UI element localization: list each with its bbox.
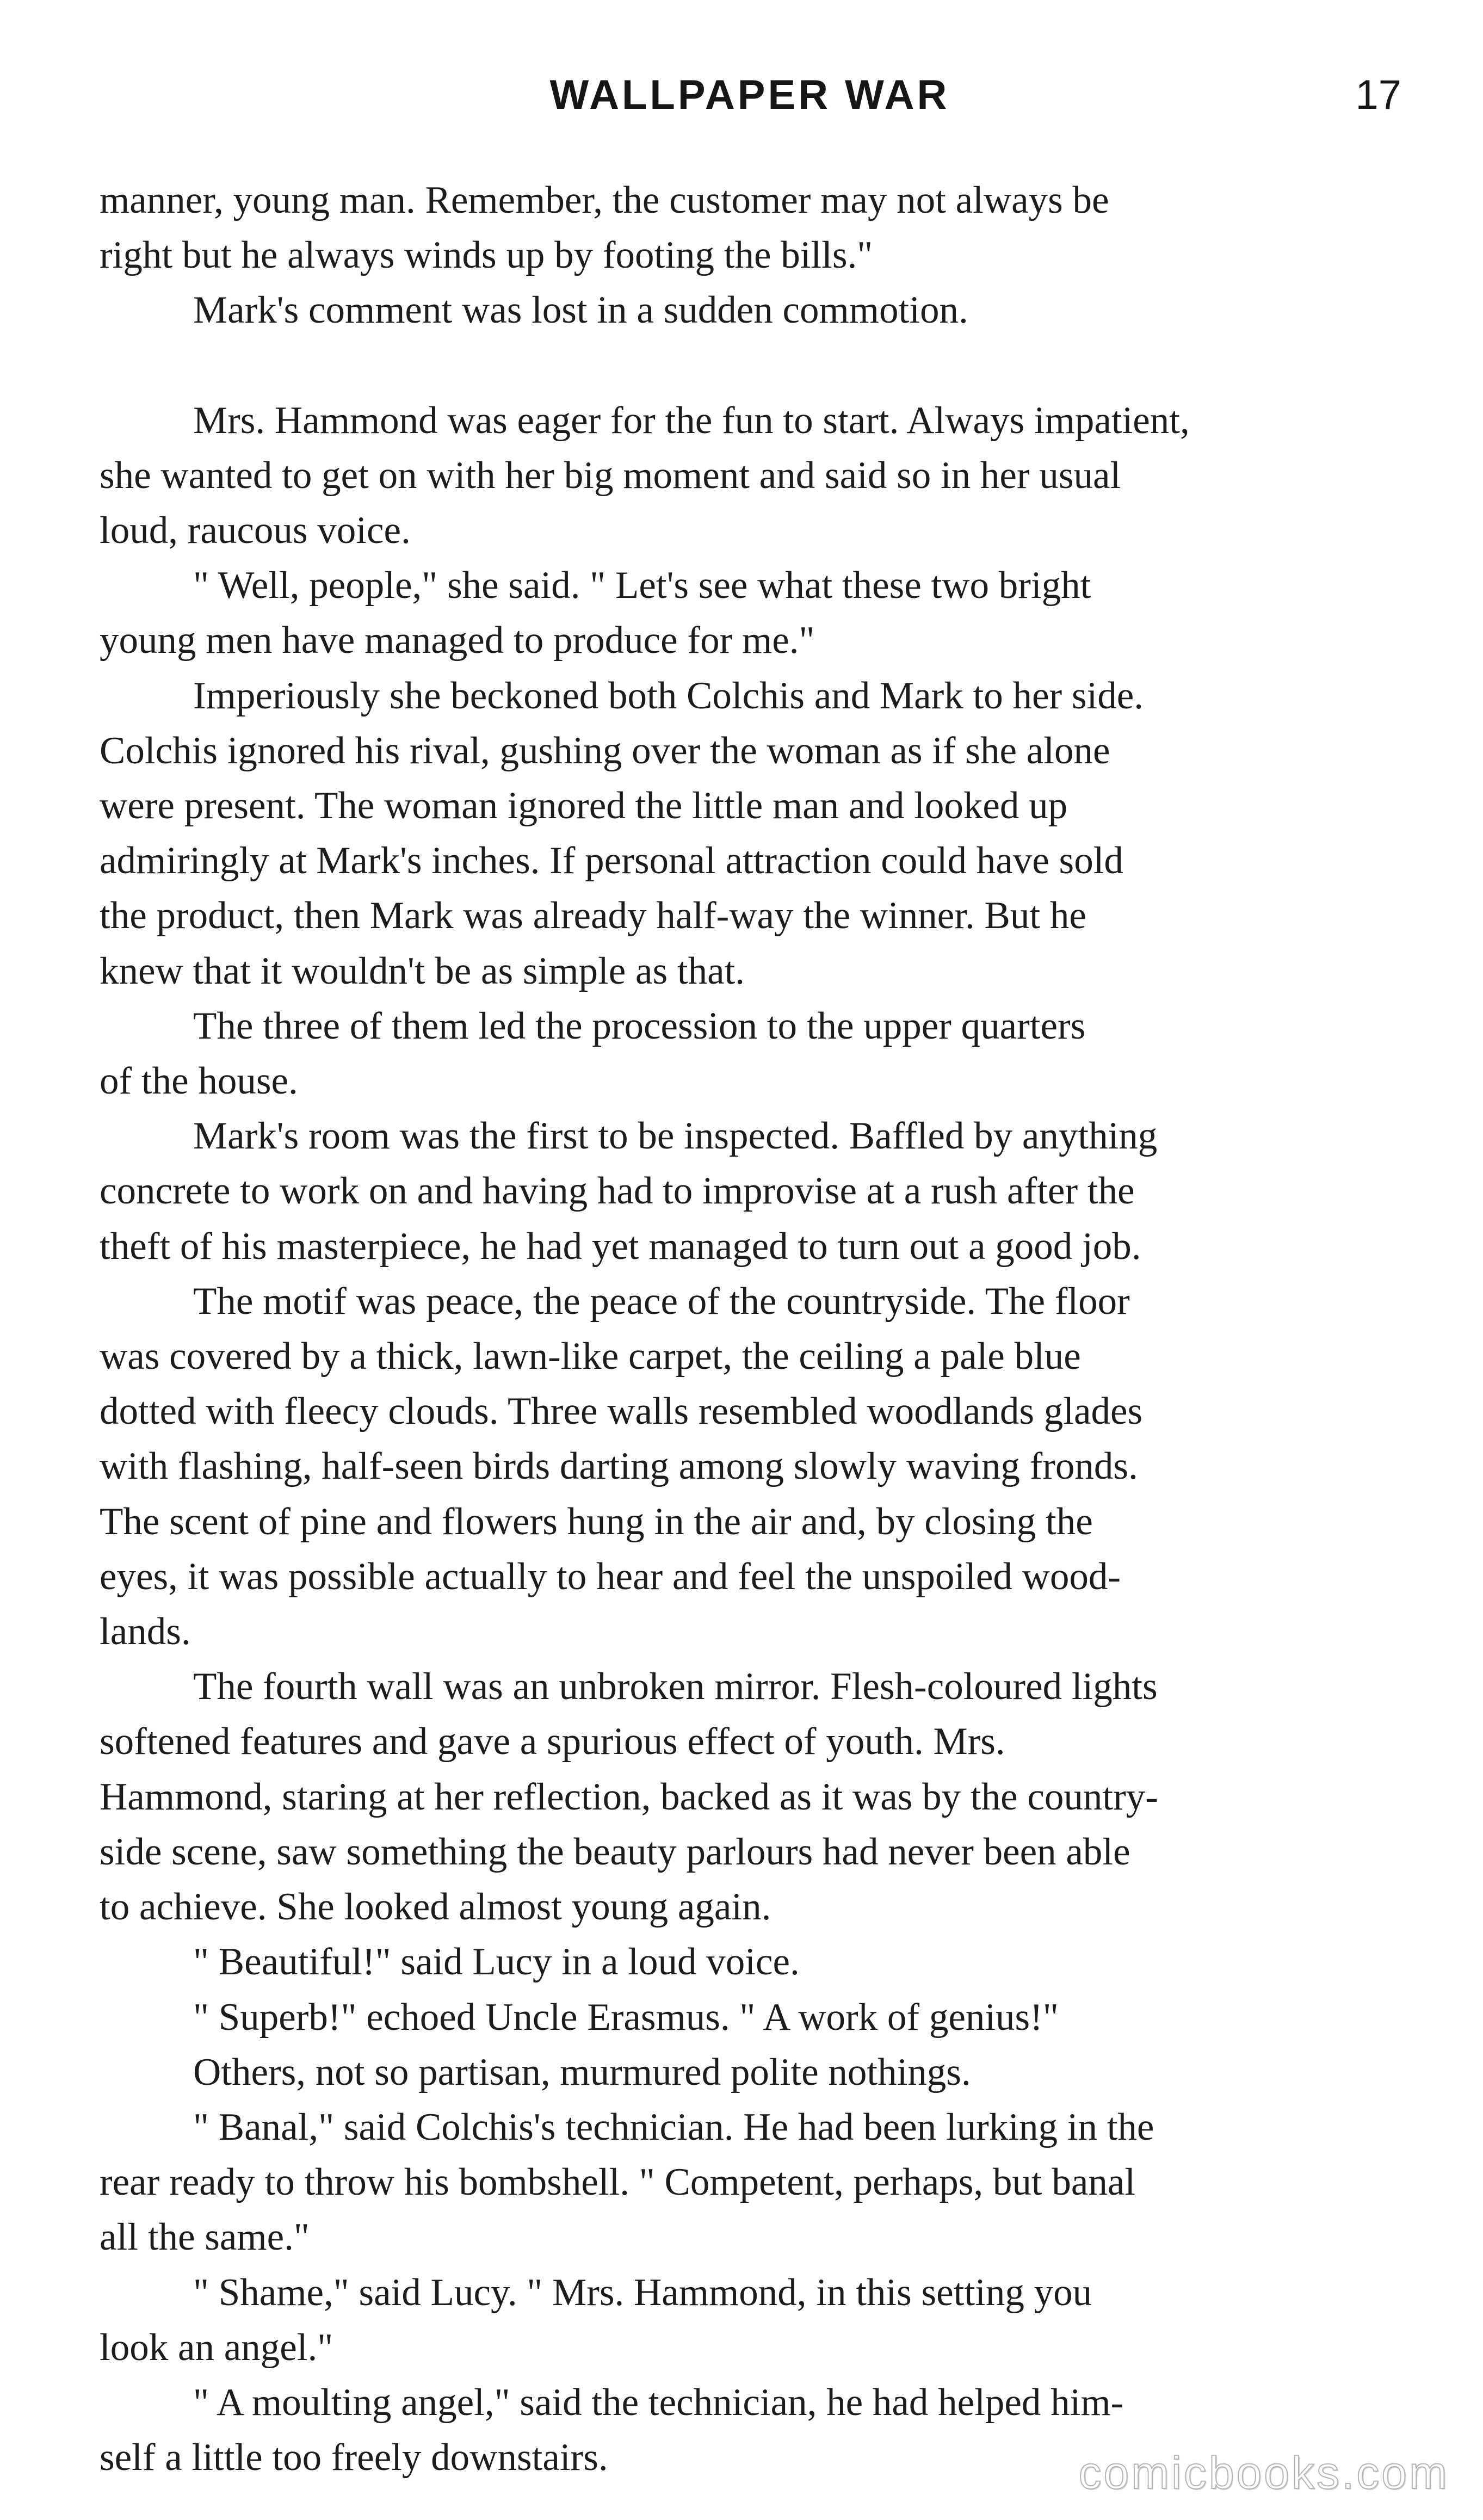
paragraph: " Beautiful!" said Lucy in a loud voice. (193, 1941, 800, 1984)
running-head-title: WALLPAPER WAR (549, 72, 950, 118)
paragraph: " Superb!" echoed Uncle Erasmus. " A work of genius!" (193, 1996, 1059, 2039)
page-header (98, 65, 1401, 125)
paragraph: Mrs. Hammond was eager for the fun to start. Always impatient, she wanted to get on with her big moment and said so in her usual loud, raucous voice. (100, 399, 1190, 552)
paragraph: The three of them led the procession to the upper quarters of the house. (100, 1004, 1086, 1103)
paragraph: manner, young man. Remember, the customer may not always be right but he always winds up by footing the bills." (100, 179, 1109, 277)
paragraph: The motif was peace, the peace of the countryside. The floor was covered by a thick, lawn-like carpet, the ceiling a pale blue dotted with fleecy clouds. Three walls resembled woodlands glades with flashing, half-seen birds darting among slowly waving fronds. The scent of pine and flowers hung in the air and, by closing the eyes, it was possible actually to hear and feel the unspoiled wood- lands. (100, 1280, 1143, 1653)
body-text (100, 173, 1400, 2485)
paragraph: " Banal," said Colchis's technician. He had been lurking in the rear ready to throw his bombshell. " Competent, perhaps, but banal all the same." (100, 2105, 1154, 2259)
paragraph: Others, not so partisan, murmured polite nothings. (193, 2050, 971, 2093)
paragraph: The fourth wall was an unbroken mirror. Flesh-coloured lights softened features and gave a spurious effect of youth. Mrs. Hammond, staring at her reflection, backed as it was by the country- side scene, saw something the beauty parlours had never been able to achieve. She looked almost young again. (100, 1665, 1158, 1929)
watermark: comicbooks.com (1078, 2447, 1449, 2498)
paragraph: Mark's comment was lost in a sudden commotion. (193, 289, 968, 332)
paragraph: " Shame," said Lucy. " Mrs. Hammond, in this setting you look an angel." (100, 2271, 1092, 2369)
paragraph: Imperiously she beckoned both Colchis and Mark to her side. Colchis ignored his rival, gushing over the woman as if she alone were present. The woman ignored the little man and looked up admiringly at Mark's inches. If personal attraction could have sold the product, then Mark was already half-way the winner. But he knew that it wouldn't be as simple as that. (100, 674, 1144, 992)
paragraph: Mark's room was the first to be inspected. Baffled by anything concrete to work on and having had to improvise at a rush after the theft of his masterpiece, he had yet managed to turn out a good job. (100, 1115, 1158, 1268)
paragraph: " Well, people," she said. " Let's see what these two bright young men have managed to produce for me." (100, 564, 1091, 662)
paragraph: " A moulting angel," said the technician, he had helped him- self a little too freely downstairs. (100, 2381, 1124, 2479)
page-number: 17 (1355, 72, 1401, 118)
